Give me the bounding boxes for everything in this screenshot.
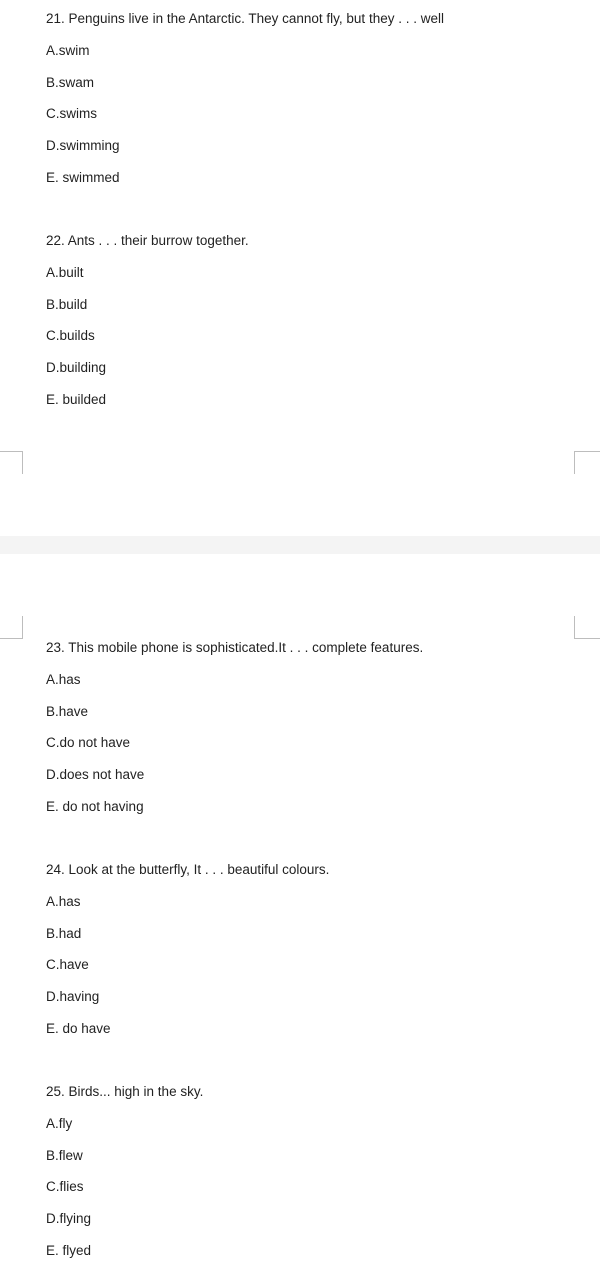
question-25 — [46, 1085, 566, 1274]
option-c[interactable]: C.do not have — [46, 735, 131, 751]
option-d[interactable]: D.swimming — [46, 138, 120, 154]
option-a[interactable]: A.built — [46, 264, 84, 280]
page-corner-mark — [574, 451, 600, 474]
option-e[interactable]: E. flyed — [46, 1242, 92, 1258]
option-c[interactable]: C.builds — [46, 328, 95, 344]
option-a[interactable]: A.has — [46, 893, 81, 909]
option-b[interactable]: B.swam — [46, 74, 95, 90]
option-e[interactable]: E. do not having — [46, 798, 144, 814]
option-e[interactable]: E. swimmed — [46, 169, 120, 185]
option-c[interactable]: C.have — [46, 957, 89, 973]
option-b[interactable]: B.flew — [46, 1147, 83, 1163]
page-corner-mark — [0, 616, 23, 639]
question-23 — [46, 641, 566, 832]
question-21 — [46, 12, 566, 203]
option-d[interactable]: D.does not have — [46, 767, 145, 783]
option-a[interactable]: A.swim — [46, 42, 90, 58]
option-a[interactable]: A.has — [46, 671, 81, 687]
option-a[interactable]: A.fly — [46, 1115, 73, 1131]
page-corner-mark — [0, 451, 23, 474]
question-text: 21. Penguins live in the Antarctic. They cannot fly, but they . . . well — [46, 11, 444, 26]
option-e[interactable]: E. do have — [46, 1020, 111, 1036]
option-c[interactable]: C.flies — [46, 1179, 84, 1195]
question-text: 23. This mobile phone is sophisticated.It . . . complete features. — [46, 640, 424, 655]
option-b[interactable]: B.had — [46, 925, 82, 941]
option-d[interactable]: D.having — [46, 989, 100, 1005]
page-break — [0, 536, 600, 554]
question-text: 22. Ants . . . their burrow together. — [46, 233, 249, 248]
question-24 — [46, 863, 566, 1054]
option-d[interactable]: D.building — [46, 360, 107, 376]
option-b[interactable]: B.have — [46, 703, 89, 719]
option-e[interactable]: E. builded — [46, 391, 107, 407]
question-22 — [46, 234, 566, 425]
option-d[interactable]: D.flying — [46, 1211, 92, 1227]
option-b[interactable]: B.build — [46, 296, 88, 312]
page-corner-mark — [574, 616, 600, 639]
option-c[interactable]: C.swims — [46, 106, 97, 122]
question-text: 25. Birds... high in the sky. — [46, 1084, 204, 1099]
question-text: 24. Look at the butterfly, It . . . beautiful colours. — [46, 862, 330, 877]
